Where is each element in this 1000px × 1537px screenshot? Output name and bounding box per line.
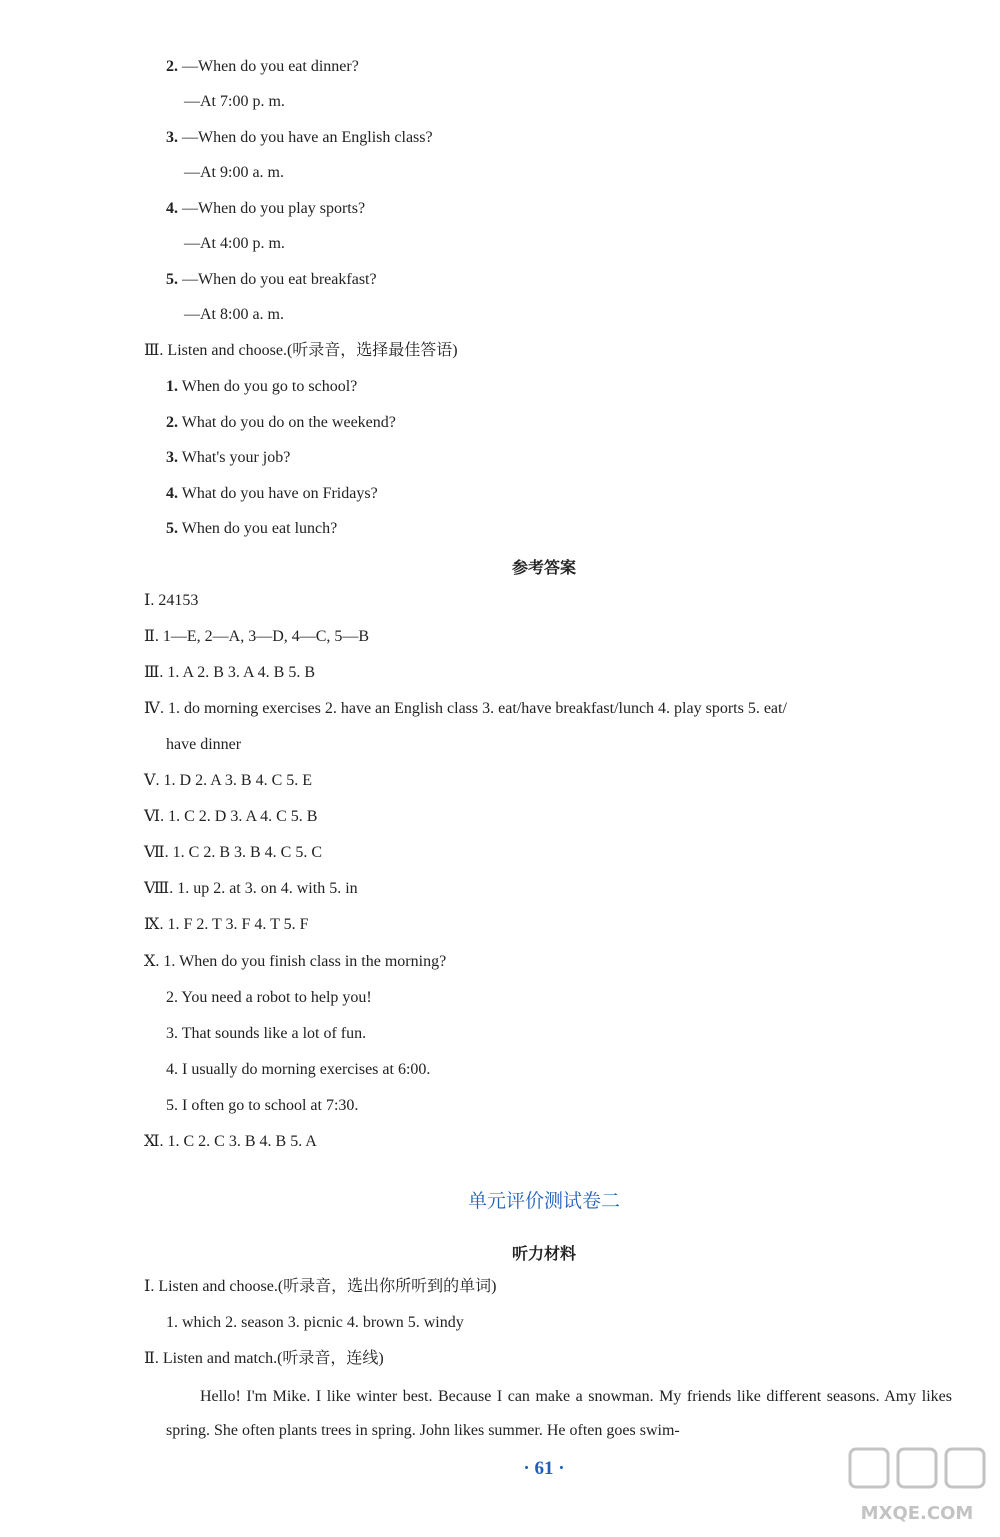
a4: —At 4:00 p. m. — [184, 235, 285, 252]
unit2-s2-title: Ⅱ. Listen and match.(听录音，连线) — [144, 1350, 384, 1367]
section3-title: Ⅲ. Listen and choose.(听录音，选择最佳答语) — [144, 342, 458, 359]
unit2-title: 单元评价测试卷二 — [467, 1190, 620, 1212]
q2: 2. —When do you eat dinner? — [166, 58, 359, 75]
answer-line: 3. That sounds like a lot of fun. — [166, 1025, 367, 1042]
answers-heading: 参考答案 — [511, 558, 576, 577]
svg-text:MXQE.COM: MXQE.COM — [860, 1503, 974, 1524]
answer-line: 2. You need a robot to help you! — [166, 989, 372, 1006]
answer-line: Ⅺ. 1. C 2. C 3. B 4. B 5. A — [144, 1133, 317, 1150]
answer-line: have dinner — [166, 736, 242, 753]
page-number: · 61 · — [523, 1458, 565, 1479]
answer-line: Ⅵ. 1. C 2. D 3. A 4. C 5. B — [144, 808, 318, 825]
a3: —At 9:00 a. m. — [184, 164, 284, 181]
q5: 5. —When do you eat breakfast? — [166, 271, 377, 288]
unit2-subheading: 听力材料 — [511, 1244, 576, 1263]
a5: —At 8:00 a. m. — [184, 306, 284, 323]
answer-line: 4. I usually do morning exercises at 6:00. — [166, 1061, 431, 1078]
answer-line: Ⅸ. 1. F 2. T 3. F 4. T 5. F — [144, 916, 309, 933]
answer-line: Ⅴ. 1. D 2. A 3. B 4. C 5. E — [144, 772, 313, 789]
s3-item: 5. When do you eat lunch? — [166, 520, 338, 537]
unit2-s1-items: 1. which 2. season 3. picnic 4. brown 5. windy — [166, 1314, 464, 1331]
answer-line: Ⅳ. 1. do morning exercises 2. have an English class 3. eat/have breakfast/lunch 4. play sports 5. eat/ — [144, 700, 787, 717]
answer-line: Ⅰ. 24153 — [144, 592, 199, 609]
watermark-logo — [842, 1441, 992, 1531]
answer-line: Ⅶ. 1. C 2. B 3. B 4. C 5. C — [144, 844, 323, 861]
answer-line: Ⅲ. 1. A 2. B 3. A 4. B 5. B — [144, 664, 316, 681]
a2: —At 7:00 p. m. — [184, 93, 285, 110]
unit2-paragraph: Hello! I'm Mike. I like winter best. Because I can make a snowman. My friends like different seasons. Amy likes spring. She often plants trees in spring. John likes summer. He often goes swim- — [166, 1388, 952, 1439]
s3-item: 1. When do you go to school? — [166, 378, 358, 395]
answer-line: Ⅹ. 1. When do you finish class in the morning? — [144, 953, 447, 970]
q3: 3. —When do you have an English class? — [166, 129, 433, 146]
s3-item: 3. What's your job? — [166, 449, 291, 466]
s3-item: 2. What do you do on the weekend? — [166, 414, 396, 431]
answer-line: Ⅷ. 1. up 2. at 3. on 4. with 5. in — [144, 880, 358, 897]
q4: 4. —When do you play sports? — [166, 200, 366, 217]
answer-line: Ⅱ. 1—E, 2—A, 3—D, 4—C, 5—B — [144, 628, 370, 645]
unit2-s1-title: Ⅰ. Listen and choose.(听录音，选出你所听到的单词) — [144, 1278, 497, 1295]
s3-item: 4. What do you have on Fridays? — [166, 485, 378, 502]
answer-line: 5. I often go to school at 7:30. — [166, 1097, 359, 1114]
